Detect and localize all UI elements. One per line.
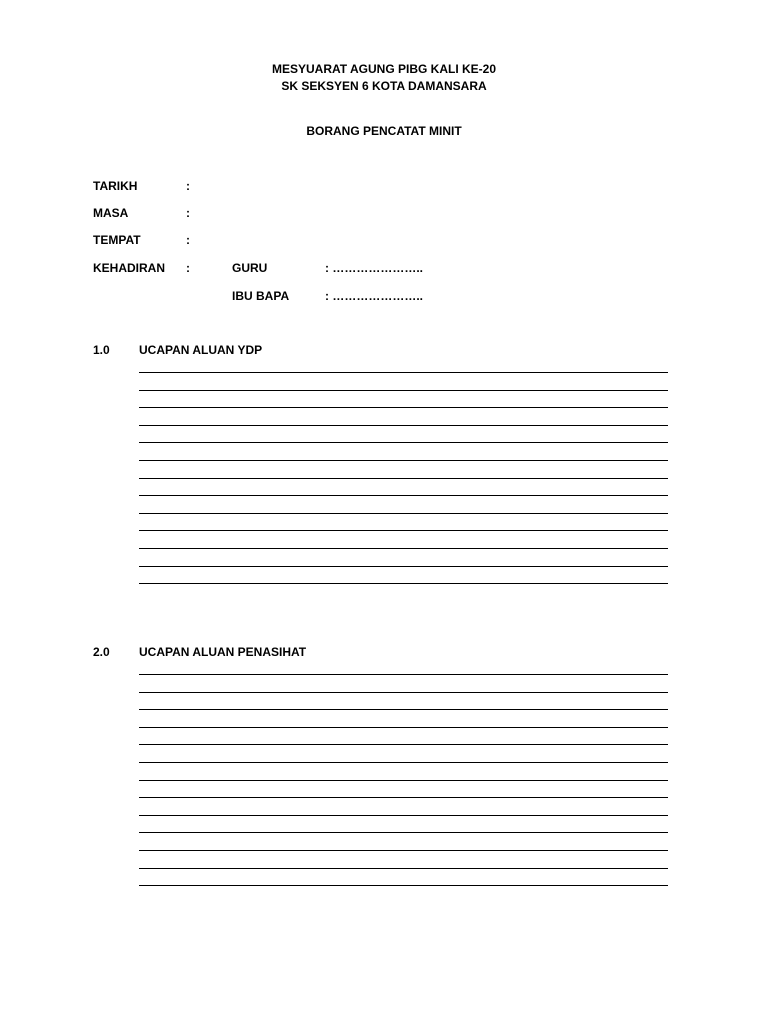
writing-line — [139, 530, 668, 531]
writing-line — [139, 762, 668, 763]
section-2-number: 2.0 — [93, 645, 110, 659]
tempat-label: TEMPAT — [93, 233, 141, 247]
writing-line — [139, 709, 668, 710]
tarikh-label: TARIKH — [93, 179, 138, 193]
writing-line — [139, 390, 668, 391]
ibu-bapa-value: : ………………….. — [325, 289, 423, 303]
writing-line — [139, 868, 668, 869]
section-2-title: UCAPAN ALUAN PENASIHAT — [139, 645, 307, 659]
tarikh-colon: : — [186, 179, 190, 193]
kehadiran-colon: : — [186, 261, 190, 275]
writing-line — [139, 407, 668, 408]
writing-line — [139, 850, 668, 851]
writing-line — [139, 780, 668, 781]
writing-line — [139, 674, 668, 675]
writing-line — [139, 692, 668, 693]
guru-label: GURU — [232, 261, 268, 275]
writing-line — [139, 478, 668, 479]
writing-line — [139, 815, 668, 816]
form-title: BORANG PENCATAT MINIT — [306, 124, 462, 138]
writing-line — [139, 495, 668, 496]
writing-line — [139, 583, 668, 584]
writing-line — [139, 832, 668, 833]
writing-line — [139, 797, 668, 798]
masa-colon: : — [186, 206, 190, 220]
writing-line — [139, 442, 668, 443]
school-name: SK SEKSYEN 6 KOTA DAMANSARA — [281, 79, 487, 93]
kehadiran-label: KEHADIRAN — [93, 261, 165, 275]
masa-label: MASA — [93, 206, 129, 220]
ibu-bapa-label: IBU BAPA — [232, 289, 290, 303]
writing-line — [139, 460, 668, 461]
writing-line — [139, 727, 668, 728]
section-1-title: UCAPAN ALUAN YDP — [139, 343, 263, 357]
section-1-number: 1.0 — [93, 343, 110, 357]
writing-line — [139, 513, 668, 514]
writing-line — [139, 548, 668, 549]
meeting-title: MESYUARAT AGUNG PIBG KALI KE-20 — [271, 62, 496, 76]
writing-line — [139, 744, 668, 745]
guru-value: : ………………….. — [325, 261, 423, 275]
writing-line — [139, 425, 668, 426]
writing-line — [139, 566, 668, 567]
writing-line — [139, 885, 668, 886]
writing-line — [139, 372, 668, 373]
tempat-colon: : — [186, 233, 190, 247]
